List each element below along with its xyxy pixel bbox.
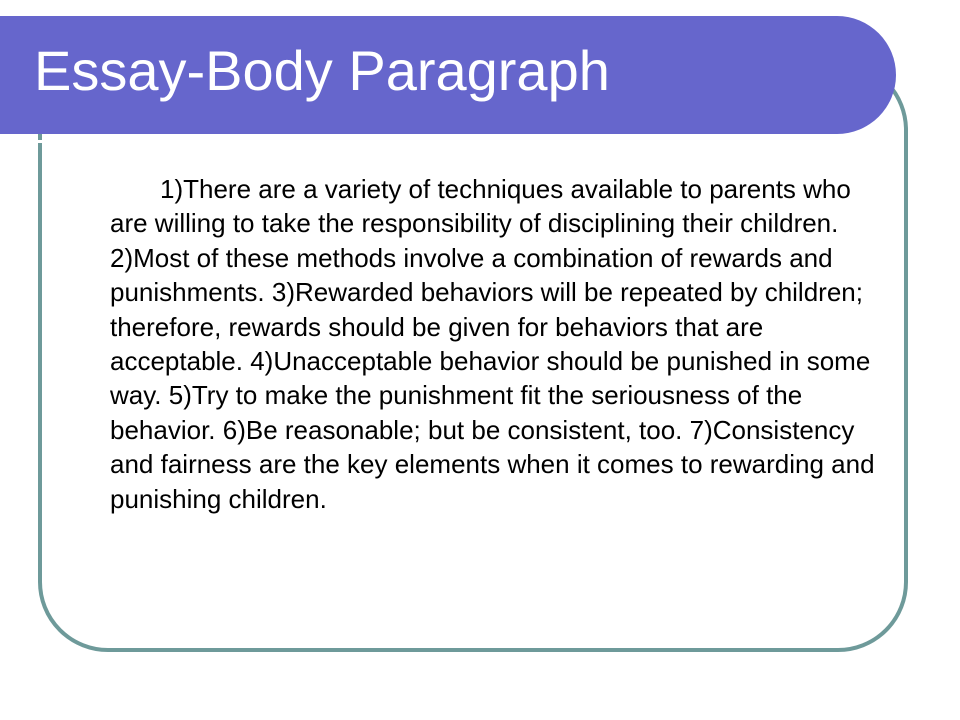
body-paragraph: 1)There are a variety of techniques available to parents who are willing to take the responsibility of disciplining their children. 2)Most of these methods involve a combination of rewards and punishments. 3)Rewarded behaviors will be repeated by children; therefore, rewards should be given for behaviors that are acceptable. 4)Unacceptable behavior should be punished in some way. 5)Try to make the punishment fit the seriousness of the behavior. 6)Be reasonable; but be consistent, too. 7)Consistency and fairness are the key elements when it comes to rewarding and punishing children. xyxy=(110,174,875,514)
slide-title: Essay-Body Paragraph xyxy=(34,39,610,102)
title-underline xyxy=(0,140,848,143)
